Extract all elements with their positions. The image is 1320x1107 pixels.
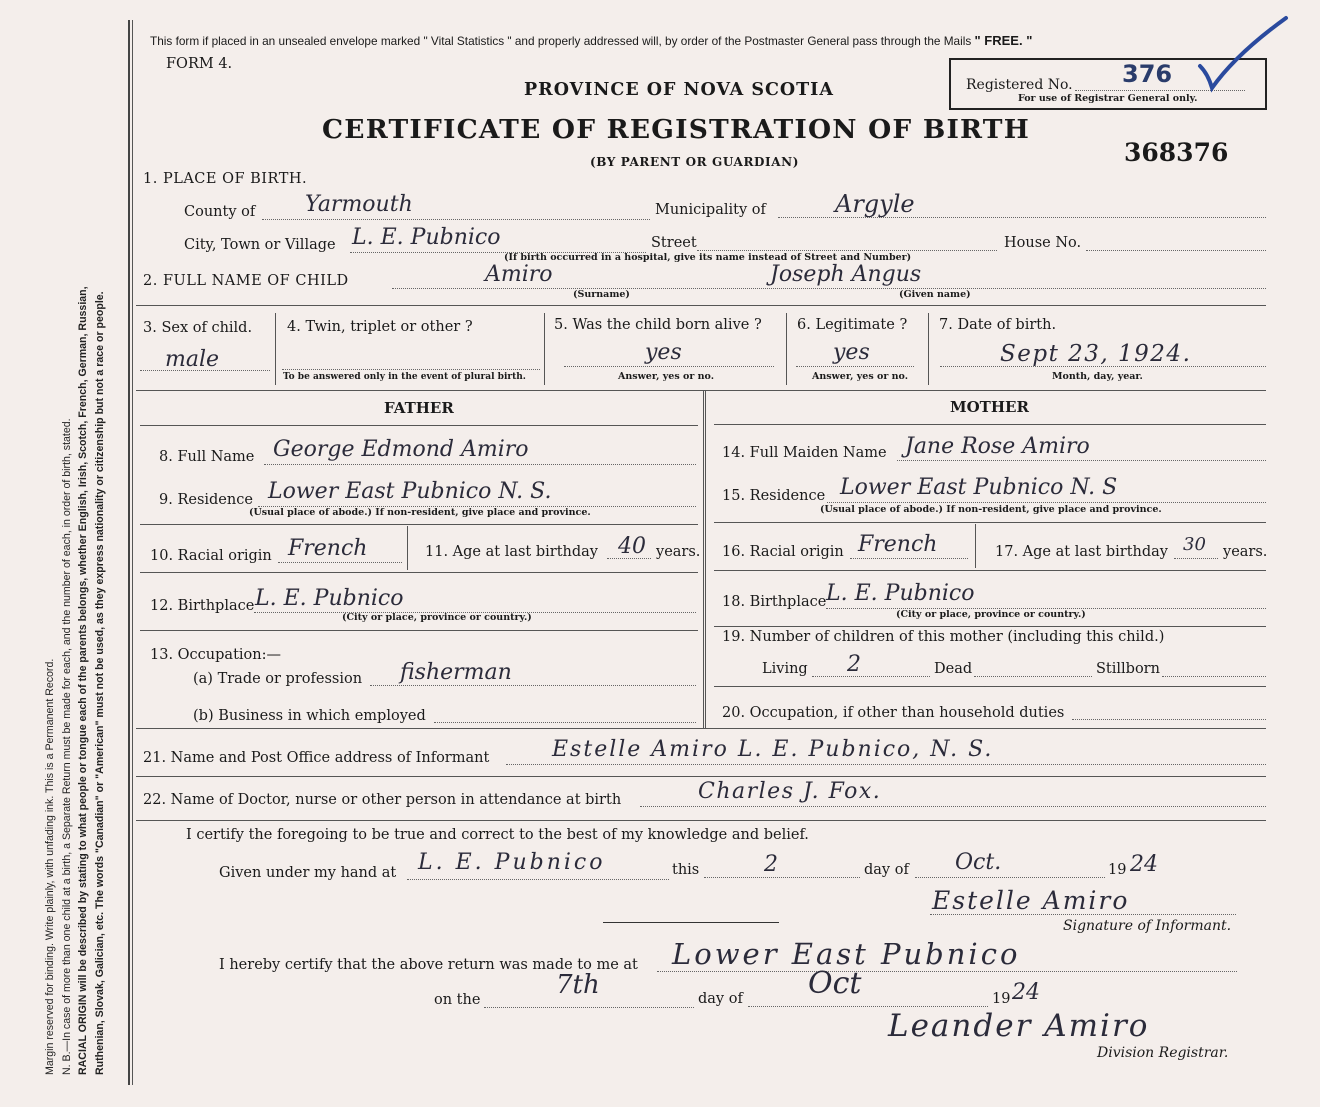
father-name-line: [264, 464, 696, 465]
mother-rule-1: [714, 424, 1266, 425]
informant-signature: Estelle Amiro: [932, 886, 1130, 915]
rule-doctor-top: [136, 776, 1266, 777]
child-name-label: 2. FULL NAME OF CHILD: [143, 273, 349, 289]
hospital-note: (If birth occurred in a hospital, give its name instead of Street and Number): [504, 252, 912, 263]
informant-value: Estelle Amiro L. E. Pubnico, N. S.: [552, 737, 994, 762]
father-age-label: 11. Age at last birthday: [425, 544, 598, 560]
mother-residence-label: 15. Residence: [722, 488, 826, 504]
given-day: 2: [764, 852, 778, 877]
mother-heading: MOTHER: [950, 398, 1029, 416]
margin-line-3: RACIAL ORIGIN will be described by stating to what people or tongue each of the parents belongs, whether English, Irish, Scotch, French, German, Russian,: [77, 286, 89, 1075]
rule-parents-top: [136, 390, 1266, 391]
mother-name-line: [897, 460, 1266, 461]
margin-rule: [128, 20, 130, 1085]
legitimate-note: Answer, yes or no.: [812, 371, 909, 382]
registrar-place-line: [657, 971, 1237, 972]
registrar-signature: Leander Amiro: [888, 1008, 1150, 1044]
father-trade: fisherman: [400, 660, 512, 685]
informant-label: 21. Name and Post Office address of Informant: [143, 750, 490, 766]
county-label: County of: [184, 204, 256, 220]
alive-note: Answer, yes or no.: [618, 371, 715, 382]
father-birthplace-label: 12. Birthplace: [150, 598, 255, 614]
alive-line: [564, 366, 774, 367]
dead-line: [974, 676, 1092, 677]
child-given-name: Joseph Angus: [770, 262, 922, 287]
father-name-label: 8. Full Name: [159, 449, 255, 465]
city-label: City, Town or Village: [184, 237, 336, 253]
margin-rule-inner: [132, 20, 133, 1085]
mother-birthplace-label: 18. Birthplace: [722, 594, 827, 610]
mother-birthplace-note: (City or place, province or country.): [896, 609, 1086, 620]
page-title: CERTIFICATE OF REGISTRATION OF BIRTH: [322, 114, 1030, 145]
mother-rule-4: [714, 626, 1266, 627]
alive-label: 5. Was the child born alive ?: [554, 317, 762, 333]
house-label: House No.: [1004, 235, 1082, 251]
this-label: this: [672, 862, 700, 878]
dob-value: Sept 23, 1924.: [1000, 341, 1192, 367]
given-place-line: [407, 879, 669, 880]
dayof-label: day of: [864, 862, 909, 878]
rule-row3-top: [136, 305, 1266, 306]
row3-divider-1: [275, 313, 276, 385]
registered-label: Registered No.: [966, 77, 1073, 93]
reg-year-prefix: 19: [992, 991, 1011, 1007]
father-business-label: (b) Business in which employed: [193, 708, 426, 724]
father-residence: Lower East Pubnico N. S.: [268, 479, 552, 504]
rule-informant-top: [136, 728, 1266, 729]
cert-separator: [603, 922, 779, 923]
county-value: Yarmouth: [305, 192, 413, 217]
father-rule-3: [140, 572, 698, 573]
father-occupation-label: 13. Occupation:—: [150, 647, 281, 663]
registrar-statement: I hereby certify that the above return was made to me at: [219, 957, 638, 973]
doctor-value: Charles J. Fox.: [698, 779, 882, 804]
legitimate-value: yes: [833, 340, 870, 365]
sex-line: [140, 370, 270, 371]
signature-caption: Signature of Informant.: [1063, 918, 1232, 934]
on-the-label: on the: [434, 992, 481, 1008]
mother-name: Jane Rose Amiro: [905, 434, 1090, 459]
given-place: L. E. Pubnico: [418, 850, 606, 875]
given-month: Oct.: [955, 850, 1002, 875]
mother-residence-note: (Usual place of abode.) If non-resident, give place and province.: [820, 504, 1162, 515]
father-age-unit: years.: [656, 544, 701, 560]
mother-age-line: [1174, 558, 1218, 559]
father-racial: French: [288, 536, 368, 561]
father-rule-4: [140, 630, 698, 631]
father-age: 40: [618, 534, 646, 559]
mother-age: 30: [1183, 534, 1206, 555]
child-surname: Amiro: [485, 262, 553, 287]
father-heading: FATHER: [384, 399, 454, 417]
year-prefix: 19: [1108, 862, 1127, 878]
mother-occupation-label: 20. Occupation, if other than household duties: [722, 705, 1065, 721]
twin-label: 4. Twin, triplet or other ?: [287, 319, 473, 335]
mother-racial-divider: [975, 524, 976, 568]
county-line: [262, 219, 650, 220]
father-birthplace-note: (City or place, province or country.): [342, 612, 532, 623]
registrar-year: 24: [1012, 980, 1040, 1005]
municipality-label: Municipality of: [655, 202, 766, 218]
street-label: Street: [651, 235, 697, 251]
father-business-line: [434, 722, 696, 723]
street-line: [697, 250, 997, 251]
reg-month-line: [748, 1006, 988, 1007]
mother-residence: Lower East Pubnico N. S: [840, 475, 1118, 500]
registered-number: 376: [1122, 60, 1173, 88]
living-line: [812, 676, 930, 677]
informant-line: [506, 764, 1266, 765]
father-trade-label: (a) Trade or profession: [193, 671, 363, 687]
mother-children-label: 19. Number of children of this mother (including this child.): [722, 629, 1165, 645]
mail-notice: This form if placed in an unsealed envelope marked " Vital Statistics " and properly addressed will, by order of the Postmaster General pass through the Mails " FREE. ": [150, 33, 1033, 48]
rule-cert-top: [136, 820, 1266, 821]
father-residence-note: (Usual place of abode.) If non-resident, give place and province.: [249, 507, 591, 518]
mother-racial-line: [850, 558, 968, 559]
given-label: Given under my hand at: [219, 865, 397, 881]
place-heading: 1. PLACE OF BIRTH.: [143, 171, 308, 187]
mother-age-label: 17. Age at last birthday: [995, 544, 1168, 560]
sex-value: male: [165, 347, 220, 372]
house-line: [1086, 250, 1266, 251]
city-value: L. E. Pubnico: [352, 225, 501, 250]
day-line: [704, 877, 860, 878]
living-label: Living: [762, 661, 808, 677]
mother-rule-3: [714, 570, 1266, 571]
mother-residence-line: [827, 502, 1266, 503]
registrar-month: Oct: [808, 966, 862, 1001]
father-racial-line: [278, 562, 402, 563]
informant-signature-line: [930, 914, 1236, 915]
father-rule-2: [140, 524, 698, 525]
father-racial-label: 10. Racial origin: [150, 548, 272, 564]
mother-occupation-line: [1072, 719, 1266, 720]
parents-divider: [703, 390, 706, 728]
surname-caption: (Surname): [573, 289, 630, 300]
month-line: [915, 877, 1105, 878]
margin-line-1: Margin reserved for binding. Write plainly, with unfading ink. This is a Permanent Record.: [44, 658, 56, 1075]
registrar-place: Lower East Pubnico: [672, 937, 1021, 971]
municipality-value: Argyle: [835, 190, 915, 218]
doctor-label: 22. Name of Doctor, nurse or other person in attendance at birth: [143, 792, 622, 808]
mother-rule-2: [714, 522, 1266, 523]
child-name-line: [392, 288, 1266, 289]
father-racial-divider: [407, 526, 408, 570]
father-birthplace: L. E. Pubnico: [255, 586, 404, 611]
dob-label: 7. Date of birth.: [939, 317, 1057, 333]
mother-age-unit: years.: [1223, 544, 1268, 560]
dead-label: Dead: [934, 661, 973, 677]
registrar-day: 7th: [556, 970, 600, 1000]
row3-divider-4: [928, 313, 929, 385]
alive-value: yes: [645, 340, 682, 365]
province-title: PROVINCE OF NOVA SCOTIA: [524, 80, 834, 100]
given-caption: (Given name): [899, 289, 971, 300]
father-residence-label: 9. Residence: [159, 492, 253, 508]
father-rule-1: [140, 425, 698, 426]
margin-line-2: N. B.—In case of more than one child at a birth, a Separate Return must be made for each, and the number of each, in order of birth, stated.: [60, 418, 73, 1075]
mother-racial-label: 16. Racial origin: [722, 544, 844, 560]
mother-birthplace: L. E. Pubnico: [826, 581, 975, 606]
mother-name-label: 14. Full Maiden Name: [722, 445, 887, 461]
mother-rule-5: [714, 686, 1266, 687]
reg-dayof-label: day of: [698, 991, 743, 1007]
legitimate-line: [796, 366, 914, 367]
twin-line: [282, 369, 540, 370]
twin-note: To be answered only in the event of plural birth.: [283, 372, 526, 382]
row3-divider-3: [786, 313, 787, 385]
sex-label: 3. Sex of child.: [143, 320, 253, 336]
margin-instructions: [42, 15, 108, 1075]
father-name: George Edmond Amiro: [273, 437, 529, 462]
living-value: 2: [847, 652, 861, 677]
form-number: FORM 4.: [166, 56, 233, 72]
stillborn-label: Stillborn: [1096, 661, 1160, 677]
given-year: 24: [1130, 852, 1158, 877]
stillborn-line: [1162, 676, 1266, 677]
reg-day-line: [484, 1007, 694, 1008]
certify-statement: I certify the foregoing to be true and correct to the best of my knowledge and belief.: [186, 827, 809, 843]
registrar-note: For use of Registrar General only.: [1018, 93, 1198, 104]
dob-note: Month, day, year.: [1052, 371, 1143, 382]
doctor-line: [640, 806, 1266, 807]
legitimate-label: 6. Legitimate ?: [797, 317, 908, 333]
certificate-number: 368376: [1124, 138, 1229, 167]
dob-line: [940, 366, 1266, 367]
mother-racial: French: [858, 532, 938, 557]
registrar-caption: Division Registrar.: [1097, 1045, 1229, 1061]
check-mark-icon: [1196, 14, 1290, 94]
row3-divider-2: [544, 313, 545, 385]
free-mark: " FREE. ": [974, 33, 1033, 48]
margin-line-4: Ruthenian, Slovak, Galician, etc. The words "Canadian" or "American" must not be used, as they express nationality or citizenship but not a race or people.: [93, 291, 106, 1075]
page-subtitle: (BY PARENT OR GUARDIAN): [590, 155, 800, 169]
father-trade-line: [370, 685, 696, 686]
